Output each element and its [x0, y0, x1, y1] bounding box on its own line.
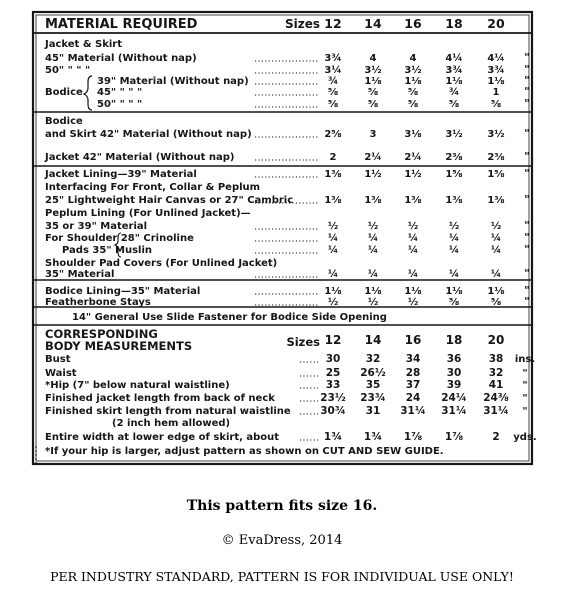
- row-label: 50" " " ": [97, 99, 143, 110]
- row-value: ¼: [448, 245, 460, 256]
- row-value: 4: [369, 53, 377, 64]
- ditto-mark: ": [524, 85, 530, 98]
- size-header: 16: [404, 16, 422, 31]
- row-label: Pads 35" Muslin: [62, 245, 153, 256]
- row-value: 1⅛: [445, 286, 463, 297]
- row-value: 3½: [364, 65, 382, 76]
- row-label: 50" " " ": [45, 65, 91, 76]
- row-value: 1⅛: [487, 286, 505, 297]
- row-label: Featherbone Stays: [45, 297, 151, 308]
- row-label: For Shoulder 28" Crinoline: [45, 233, 194, 244]
- row-value: ¼: [367, 245, 379, 256]
- row-label: Jacket 42" Material (Without nap): [45, 152, 235, 163]
- row-value: ⅝: [327, 99, 339, 110]
- row-value: 3¾: [487, 65, 505, 76]
- row-value: 2¼: [404, 152, 422, 163]
- row-value: 1⅜: [364, 195, 382, 206]
- row-value: ¼: [367, 233, 379, 244]
- body-value: 39: [446, 379, 462, 391]
- row-value: 1⅜: [404, 195, 422, 206]
- row-value: ⅝: [327, 87, 339, 98]
- row-value: ¼: [407, 269, 419, 280]
- body-value: 1⅞: [403, 431, 423, 443]
- row-label: 45" Material (Without nap): [45, 53, 197, 64]
- row-value: ⅝: [367, 87, 379, 98]
- body-value: 26½: [360, 367, 386, 379]
- ditto-mark: ": [524, 284, 530, 297]
- row-value: ½: [327, 221, 339, 232]
- row-value: 2⅜: [487, 152, 505, 163]
- row-value: ¼: [407, 245, 419, 256]
- row-label: 25" Lightweight Hair Canvas or 27" Cambric: [45, 195, 294, 206]
- row-value: 1⅜: [324, 169, 342, 180]
- ditto-mark: ": [524, 167, 530, 180]
- row-value: ¼: [490, 269, 502, 280]
- row-label: Bodice Lining—35" Material: [45, 286, 201, 297]
- ditto-mark: ": [524, 243, 530, 256]
- row-value: ⅝: [448, 99, 460, 110]
- body-value: 28: [405, 367, 421, 379]
- size-fit-note: This pattern fits size 16.: [186, 498, 378, 514]
- body-value: 36: [446, 353, 462, 365]
- row-value: ½: [490, 221, 502, 232]
- body-row-label: Finished jacket length from back of neck: [45, 393, 275, 404]
- body-value: 30: [325, 353, 341, 365]
- body-value: 31¼: [400, 405, 426, 417]
- body-row-label: Waist: [45, 368, 77, 379]
- row-value: 1⅝: [487, 169, 505, 180]
- row-value: 1⅜: [324, 195, 342, 206]
- row-label: 35 or 39" Material: [45, 221, 148, 232]
- row-value: 4¼: [487, 53, 505, 64]
- row-label: Jacket Lining—39" Material: [45, 169, 197, 180]
- row-value: 1⅛: [364, 286, 382, 297]
- size-header: 20: [487, 16, 505, 31]
- ditto-mark: ": [524, 63, 530, 76]
- row-label-sub: 45" " " ": [97, 87, 143, 98]
- row-value: 2¼: [364, 152, 382, 163]
- row-value: 4: [409, 53, 417, 64]
- row-value: 3¾: [324, 53, 342, 64]
- body-value: 24¼: [441, 392, 467, 404]
- row-label: Interfacing For Front, Collar & Peplum: [45, 182, 261, 193]
- body-size-header: 20: [487, 333, 505, 347]
- bodice-brace: [84, 76, 92, 110]
- row-value: ⅝: [407, 99, 419, 110]
- unit-label: ": [522, 380, 528, 391]
- row-value: 1⅛: [404, 286, 422, 297]
- row-label: Shoulder Pad Covers (For Unlined Jacket): [45, 258, 278, 269]
- ditto-mark: ": [524, 219, 530, 232]
- row-label: and Skirt 42" Material (Without nap): [45, 129, 252, 140]
- ditto-mark: ": [524, 295, 530, 308]
- size-header: 18: [445, 16, 463, 31]
- row-value: 3½: [445, 129, 463, 140]
- chart-content: [44, 16, 537, 457]
- body-value: 24: [405, 392, 421, 404]
- row-value: 3¼: [324, 65, 342, 76]
- ditto-mark: ": [524, 127, 530, 140]
- body-title-1: CORRESPONDING: [45, 327, 158, 341]
- row-value: ⅝: [490, 99, 502, 110]
- row-value: ¼: [407, 233, 419, 244]
- body-size-header: 14: [364, 333, 382, 347]
- size-header: 12: [324, 16, 342, 31]
- body-value: 32: [365, 353, 381, 365]
- row-value: ⅝: [367, 99, 379, 110]
- row-value: 3: [369, 129, 377, 140]
- row-value: 3⅛: [404, 129, 422, 140]
- row-value: ⅝: [490, 297, 502, 308]
- unit-label: yds.: [513, 432, 537, 443]
- row-value: 3½: [487, 129, 505, 140]
- row-value: 1⅜: [445, 195, 463, 206]
- unit-label: ": [522, 368, 528, 379]
- row-value: ¼: [327, 233, 339, 244]
- row-value: 1⅛: [487, 76, 505, 87]
- body-size-header: 12: [324, 333, 342, 347]
- row-value: 2⅜: [445, 152, 463, 163]
- row-value: ⅝: [407, 87, 419, 98]
- body-value: 23¾: [360, 392, 386, 404]
- row-value: ½: [448, 221, 460, 232]
- row-value: 1⅛: [445, 76, 463, 87]
- row-value: ¾: [448, 87, 460, 98]
- ditto-mark: ": [524, 97, 530, 110]
- unit-label: ": [522, 406, 528, 417]
- body-value: 25: [325, 367, 341, 379]
- body-sizes-label: Sizes: [286, 335, 320, 349]
- body-row-label: Entire width at lower edge of skirt, about: [45, 432, 280, 443]
- row-value: ¾: [327, 76, 339, 87]
- body-row-label: *Hip (7" below natural waistline): [45, 380, 230, 391]
- ditto-mark: ": [524, 74, 530, 87]
- ditto-mark: ": [524, 267, 530, 280]
- row-value: 1⅝: [445, 169, 463, 180]
- row-value: ½: [327, 297, 339, 308]
- body-size-header: 18: [445, 333, 463, 347]
- copyright-text: © EvaDress, 2014: [221, 533, 343, 548]
- size-header: 14: [364, 16, 382, 31]
- row-value: 1½: [404, 169, 422, 180]
- row-value: ⅝: [448, 297, 460, 308]
- sizes-label: Sizes: [284, 17, 320, 31]
- row-value: ¼: [327, 245, 339, 256]
- ditto-mark: ": [524, 150, 530, 163]
- row-value: ½: [367, 297, 379, 308]
- body-value: 30¾: [320, 405, 346, 417]
- row-value: 3¾: [445, 65, 463, 76]
- body-value: 37: [405, 379, 421, 391]
- unit-label: ins.: [514, 354, 536, 365]
- body-value: 34: [405, 353, 421, 365]
- row-value: ¼: [327, 269, 339, 280]
- row-value: 3½: [404, 65, 422, 76]
- row-label: 14" General Use Slide Fastener for Bodice Side Opening: [72, 312, 387, 323]
- row-value: ¼: [448, 233, 460, 244]
- body-value: 41: [488, 379, 504, 391]
- row-value: 1½: [364, 169, 382, 180]
- body-row-label: Bust: [45, 354, 71, 365]
- body-row-label: (2 inch hem allowed): [112, 418, 231, 429]
- row-value: 1: [492, 87, 500, 98]
- row-value: 4¼: [445, 53, 463, 64]
- body-row-label: *If your hip is larger, adjust pattern as shown on CUT AND SEW GUIDE.: [45, 446, 444, 457]
- row-value: 2: [329, 152, 337, 163]
- row-label: 39" Material (Without nap): [97, 76, 249, 87]
- ditto-mark: ": [524, 231, 530, 244]
- body-value: 33: [325, 379, 341, 391]
- row-label: Jacket & Skirt: [45, 39, 123, 50]
- body-size-header: 16: [404, 333, 422, 347]
- row-value: 1⅛: [404, 76, 422, 87]
- body-value: 1⅞: [444, 431, 464, 443]
- row-value: ½: [407, 297, 419, 308]
- row-label: Bodice: [45, 87, 83, 98]
- usage-notice: PER INDUSTRY STANDARD, PATTERN IS FOR INDIVIDUAL USE ONLY!: [50, 569, 514, 584]
- row-value: ¼: [367, 269, 379, 280]
- body-value: 1¾: [363, 431, 383, 443]
- row-value: ¼: [490, 233, 502, 244]
- section-title: MATERIAL REQUIRED: [45, 17, 198, 32]
- body-value: 35: [365, 379, 381, 391]
- body-value: 31¼: [483, 405, 509, 417]
- row-value: 1⅛: [364, 76, 382, 87]
- row-value: ½: [367, 221, 379, 232]
- body-value: 1¾: [323, 431, 343, 443]
- body-row-label: Finished skirt length from natural waistline: [45, 406, 291, 417]
- row-value: ½: [407, 221, 419, 232]
- row-label: Bodice: [45, 116, 83, 127]
- body-value: 24⅜: [483, 392, 509, 404]
- row-value: ¼: [490, 245, 502, 256]
- ditto-mark: ": [524, 193, 530, 206]
- body-value: 30: [446, 367, 462, 379]
- body-value: 38: [488, 353, 504, 365]
- row-value: 1⅛: [324, 286, 342, 297]
- row-value: 1⅜: [487, 195, 505, 206]
- body-title-2: BODY MEASUREMENTS: [45, 339, 193, 353]
- row-value: 2⅝: [324, 129, 342, 140]
- row-label: 35" Material: [45, 269, 115, 280]
- unit-label: ": [522, 393, 528, 404]
- ditto-mark: ": [524, 51, 530, 64]
- body-value: 31¼: [441, 405, 467, 417]
- body-value: 31: [365, 405, 381, 417]
- row-label: Peplum Lining (For Unlined Jacket)—: [45, 208, 251, 219]
- body-value: 23½: [320, 392, 346, 404]
- row-value: ¼: [448, 269, 460, 280]
- body-value: 2: [492, 431, 500, 443]
- body-value: 32: [488, 367, 504, 379]
